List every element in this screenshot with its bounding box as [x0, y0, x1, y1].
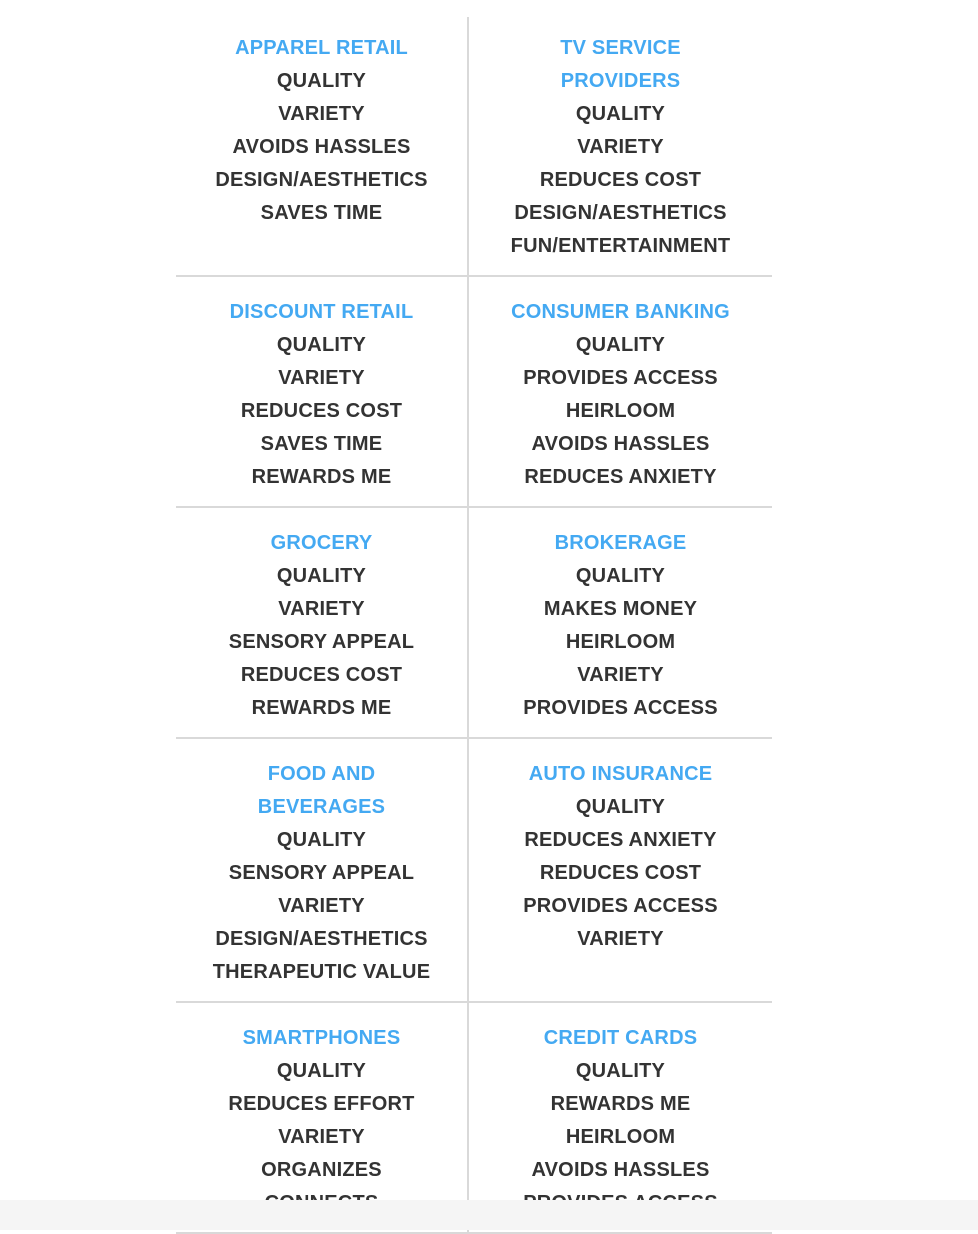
- value-item: HEIRLOOM: [565, 400, 676, 422]
- industry-heading: BROKERAGE: [554, 532, 687, 554]
- industry-heading: TV SERVICE: [560, 37, 681, 59]
- value-item: REDUCES COST: [240, 664, 403, 686]
- value-item: REDUCES COST: [539, 169, 702, 191]
- value-item: REDUCES COST: [240, 400, 403, 422]
- value-item: REWARDS ME: [251, 697, 392, 719]
- industry-heading: DISCOUNT RETAIL: [229, 301, 414, 323]
- value-item: HEIRLOOM: [565, 631, 676, 653]
- value-item: QUALITY: [276, 829, 367, 851]
- elements-of-value-table: [176, 17, 772, 1234]
- page-bottom-band: [0, 1200, 978, 1230]
- industry-cell-consumer-banking: [469, 277, 772, 506]
- industry-cell-apparel-retail: [176, 17, 469, 275]
- value-item: REDUCES EFFORT: [228, 1093, 415, 1115]
- table-row: [176, 508, 772, 739]
- value-item: QUALITY: [575, 103, 666, 125]
- industry-heading: GROCERY: [270, 532, 373, 554]
- value-item: MAKES MONEY: [543, 598, 698, 620]
- value-item: DESIGN/AESTHETICS: [514, 202, 727, 224]
- industry-heading: PROVIDERS: [560, 70, 681, 92]
- value-item: AVOIDS HASSLES: [531, 1159, 710, 1181]
- industry-heading: CREDIT CARDS: [543, 1027, 698, 1049]
- value-item: QUALITY: [575, 796, 666, 818]
- industry-cell-smartphones: [176, 1003, 469, 1232]
- industry-heading: SMARTPHONES: [242, 1027, 401, 1049]
- industry-cell-grocery: [176, 508, 469, 737]
- value-item: VARIETY: [278, 367, 365, 389]
- value-item: AVOIDS HASSLES: [232, 136, 411, 158]
- value-item: QUALITY: [575, 565, 666, 587]
- value-item: SENSORY APPEAL: [228, 631, 415, 653]
- value-item: REWARDS ME: [251, 466, 392, 488]
- value-item: AVOIDS HASSLES: [531, 433, 710, 455]
- value-item: PROVIDES ACCESS: [523, 895, 718, 917]
- value-item: VARIETY: [577, 664, 664, 686]
- value-item: SAVES TIME: [260, 202, 383, 224]
- value-item: QUALITY: [575, 334, 666, 356]
- industry-heading: FOOD AND: [267, 763, 376, 785]
- industry-cell-tv-service-providers: [469, 17, 772, 275]
- value-item: REDUCES ANXIETY: [524, 466, 717, 488]
- value-item: ORGANIZES: [261, 1159, 382, 1181]
- industry-heading: BEVERAGES: [257, 796, 386, 818]
- value-item: PROVIDES ACCESS: [523, 367, 718, 389]
- industry-heading: CONSUMER BANKING: [511, 301, 730, 323]
- value-item: VARIETY: [278, 895, 365, 917]
- value-item: DESIGN/AESTHETICS: [215, 169, 428, 191]
- value-item: VARIETY: [278, 103, 365, 125]
- value-item: THERAPEUTIC VALUE: [212, 961, 431, 983]
- value-item: VARIETY: [577, 136, 664, 158]
- value-item: QUALITY: [575, 1060, 666, 1082]
- industry-cell-auto-insurance: [469, 739, 772, 1001]
- value-item: QUALITY: [276, 1060, 367, 1082]
- value-item: QUALITY: [276, 565, 367, 587]
- industry-cell-credit-cards: [469, 1003, 772, 1232]
- industry-cell-brokerage: [469, 508, 772, 737]
- table-row: [176, 739, 772, 1003]
- value-item: DESIGN/AESTHETICS: [215, 928, 428, 950]
- value-item: HEIRLOOM: [565, 1126, 676, 1148]
- value-item: REDUCES ANXIETY: [524, 829, 717, 851]
- value-item: VARIETY: [577, 928, 664, 950]
- industry-cell-discount-retail: [176, 277, 469, 506]
- value-item: PROVIDES ACCESS: [523, 697, 718, 719]
- table-row: [176, 277, 772, 508]
- value-item: SENSORY APPEAL: [228, 862, 415, 884]
- table-row: [176, 17, 772, 277]
- value-item: VARIETY: [278, 598, 365, 620]
- value-item: QUALITY: [276, 70, 367, 92]
- value-item: QUALITY: [276, 334, 367, 356]
- industry-heading: AUTO INSURANCE: [528, 763, 713, 785]
- industry-cell-food-and-beverages: [176, 739, 469, 1001]
- value-item: VARIETY: [278, 1126, 365, 1148]
- value-item: SAVES TIME: [260, 433, 383, 455]
- value-item: REWARDS ME: [550, 1093, 691, 1115]
- value-item: FUN/ENTERTAINMENT: [510, 235, 731, 257]
- value-item: REDUCES COST: [539, 862, 702, 884]
- industry-heading: APPAREL RETAIL: [235, 37, 408, 59]
